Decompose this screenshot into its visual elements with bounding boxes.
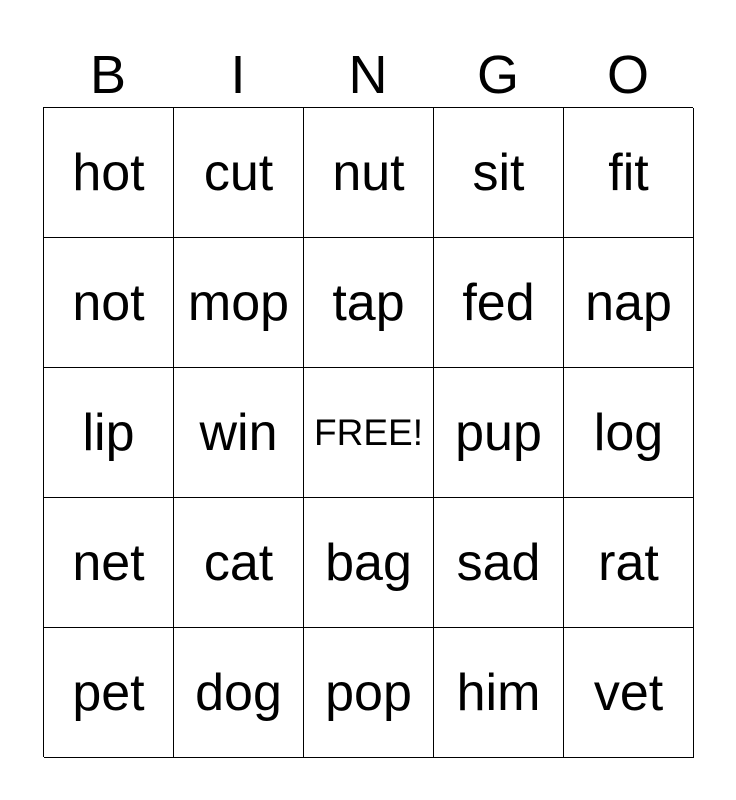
bingo-cell[interactable]: sad [434, 498, 564, 628]
bingo-cell[interactable]: win [174, 368, 304, 498]
bingo-cell[interactable]: lip [44, 368, 174, 498]
bingo-cell[interactable]: pop [304, 628, 434, 758]
bingo-cell[interactable]: log [564, 368, 694, 498]
bingo-cell[interactable]: mop [174, 238, 304, 368]
bingo-cell[interactable]: vet [564, 628, 694, 758]
header-letter-i: I [230, 45, 246, 105]
bingo-cell[interactable]: nap [564, 238, 694, 368]
bingo-cell[interactable]: not [44, 238, 174, 368]
bingo-cell[interactable]: nut [304, 108, 434, 238]
header-letter-n: N [348, 45, 388, 105]
bingo-cell[interactable]: fed [434, 238, 564, 368]
header-letter-b: B [89, 45, 127, 105]
bingo-cell[interactable]: dog [174, 628, 304, 758]
bingo-cell[interactable]: net [44, 498, 174, 628]
bingo-cell[interactable]: cat [174, 498, 304, 628]
header-letter-o: O [606, 45, 649, 105]
bingo-cell[interactable]: bag [304, 498, 434, 628]
bingo-grid [43, 107, 693, 757]
bingo-cell[interactable]: hot [44, 108, 174, 238]
free-space-cell[interactable]: FREE! [304, 368, 434, 498]
bingo-cell[interactable]: rat [564, 498, 694, 628]
bingo-cell[interactable]: tap [304, 238, 434, 368]
bingo-cell[interactable]: cut [174, 108, 304, 238]
header-letter-g: G [476, 45, 519, 105]
bingo-cell[interactable]: pet [44, 628, 174, 758]
bingo-cell[interactable]: sit [434, 108, 564, 238]
bingo-cell[interactable]: him [434, 628, 564, 758]
bingo-cell[interactable]: fit [564, 108, 694, 238]
bingo-header [43, 44, 693, 106]
bingo-cell[interactable]: pup [434, 368, 564, 498]
